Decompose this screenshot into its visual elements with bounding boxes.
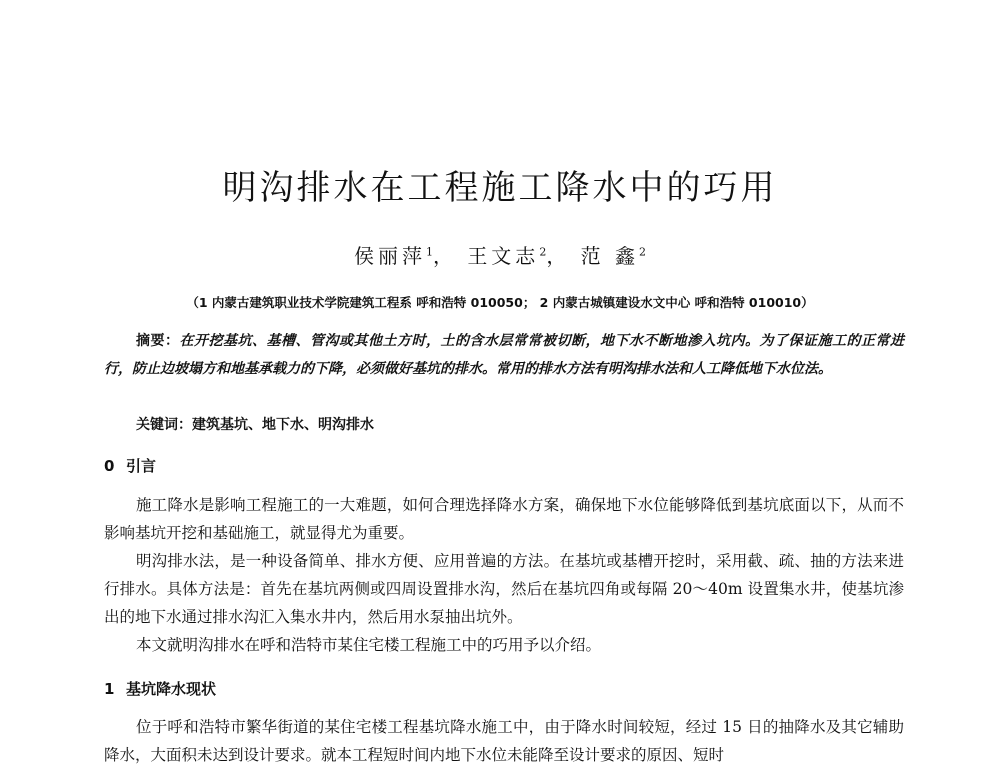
author-name: 侯丽萍 <box>353 244 426 268</box>
section-heading <box>104 455 156 476</box>
affiliation: （1 内蒙古建筑职业技术学院建筑工程系 呼和浩特 010050； 2 内蒙古城镇建设水文中心 呼和浩特 010010） <box>186 295 814 310</box>
author-separator: ， <box>546 244 571 268</box>
author-separator: ， <box>432 244 457 268</box>
body-paragraph: 本文就明沟排水在呼和浩特市某住宅楼工程施工中的巧用予以介绍。 <box>136 636 602 654</box>
author-affil-mark: 1 <box>425 245 433 259</box>
section-title: 引言 <box>126 457 157 475</box>
abstract <box>104 327 904 383</box>
section-heading <box>104 678 216 699</box>
author-affil-mark: 2 <box>639 245 647 259</box>
keywords <box>136 411 896 439</box>
keywords-label: 关键词： <box>136 417 192 433</box>
abstract-text: 在开挖基坑、基槽、管沟或其他土方时，土的含水层常常被切断，地下水不断地渗入坑内。为了保证施工的正常进行，防止边坡塌方和地基承载力的下降，必须做好基坑的排水。常用的排水方法有明沟排水法和人工降低地下水位法。 <box>104 333 904 377</box>
author-name: 王文志 <box>467 244 540 268</box>
section-number: 0 <box>104 457 115 475</box>
keywords-text: 建筑基坑、地下水、明沟排水 <box>192 417 374 433</box>
author-line <box>0 240 1000 269</box>
abstract-label: 摘要： <box>136 333 180 349</box>
author-name: 范 鑫 <box>580 244 640 268</box>
author-affil-mark: 2 <box>539 245 547 259</box>
body-paragraph: 位于呼和浩特市繁华街道的某住宅楼工程基坑降水施工中，由于降水时间较短，经过 15 日的抽降水及其它辅助降水，大面积未达到设计要求。就本工程短时间内地下水位未能降至设计要求的原因、短时 <box>104 718 904 764</box>
section-number: 1 <box>104 680 115 698</box>
paper-title: 明沟排水在工程施工降水中的巧用 <box>222 168 778 208</box>
section-title: 基坑降水现状 <box>126 680 217 698</box>
body-paragraph: 明沟排水法，是一种设备简单、排水方便、应用普遍的方法。在基坑或基槽开挖时，采用截、疏、抽的方法来进行排水。具体方法是：首先在基坑两侧或四周设置排水沟，然后在基坑四角或每隔 20～40m 设置集水井，使基坑渗出的地下水通过排水沟汇入集水井内，然后用水泵抽出坑外。 <box>104 552 904 626</box>
body-paragraph: 施工降水是影响工程施工的一大难题，如何合理选择降水方案，确保地下水位能够降低到基坑底面以下，从而不影响基坑开挖和基础施工，就显得尤为重要。 <box>104 496 904 542</box>
